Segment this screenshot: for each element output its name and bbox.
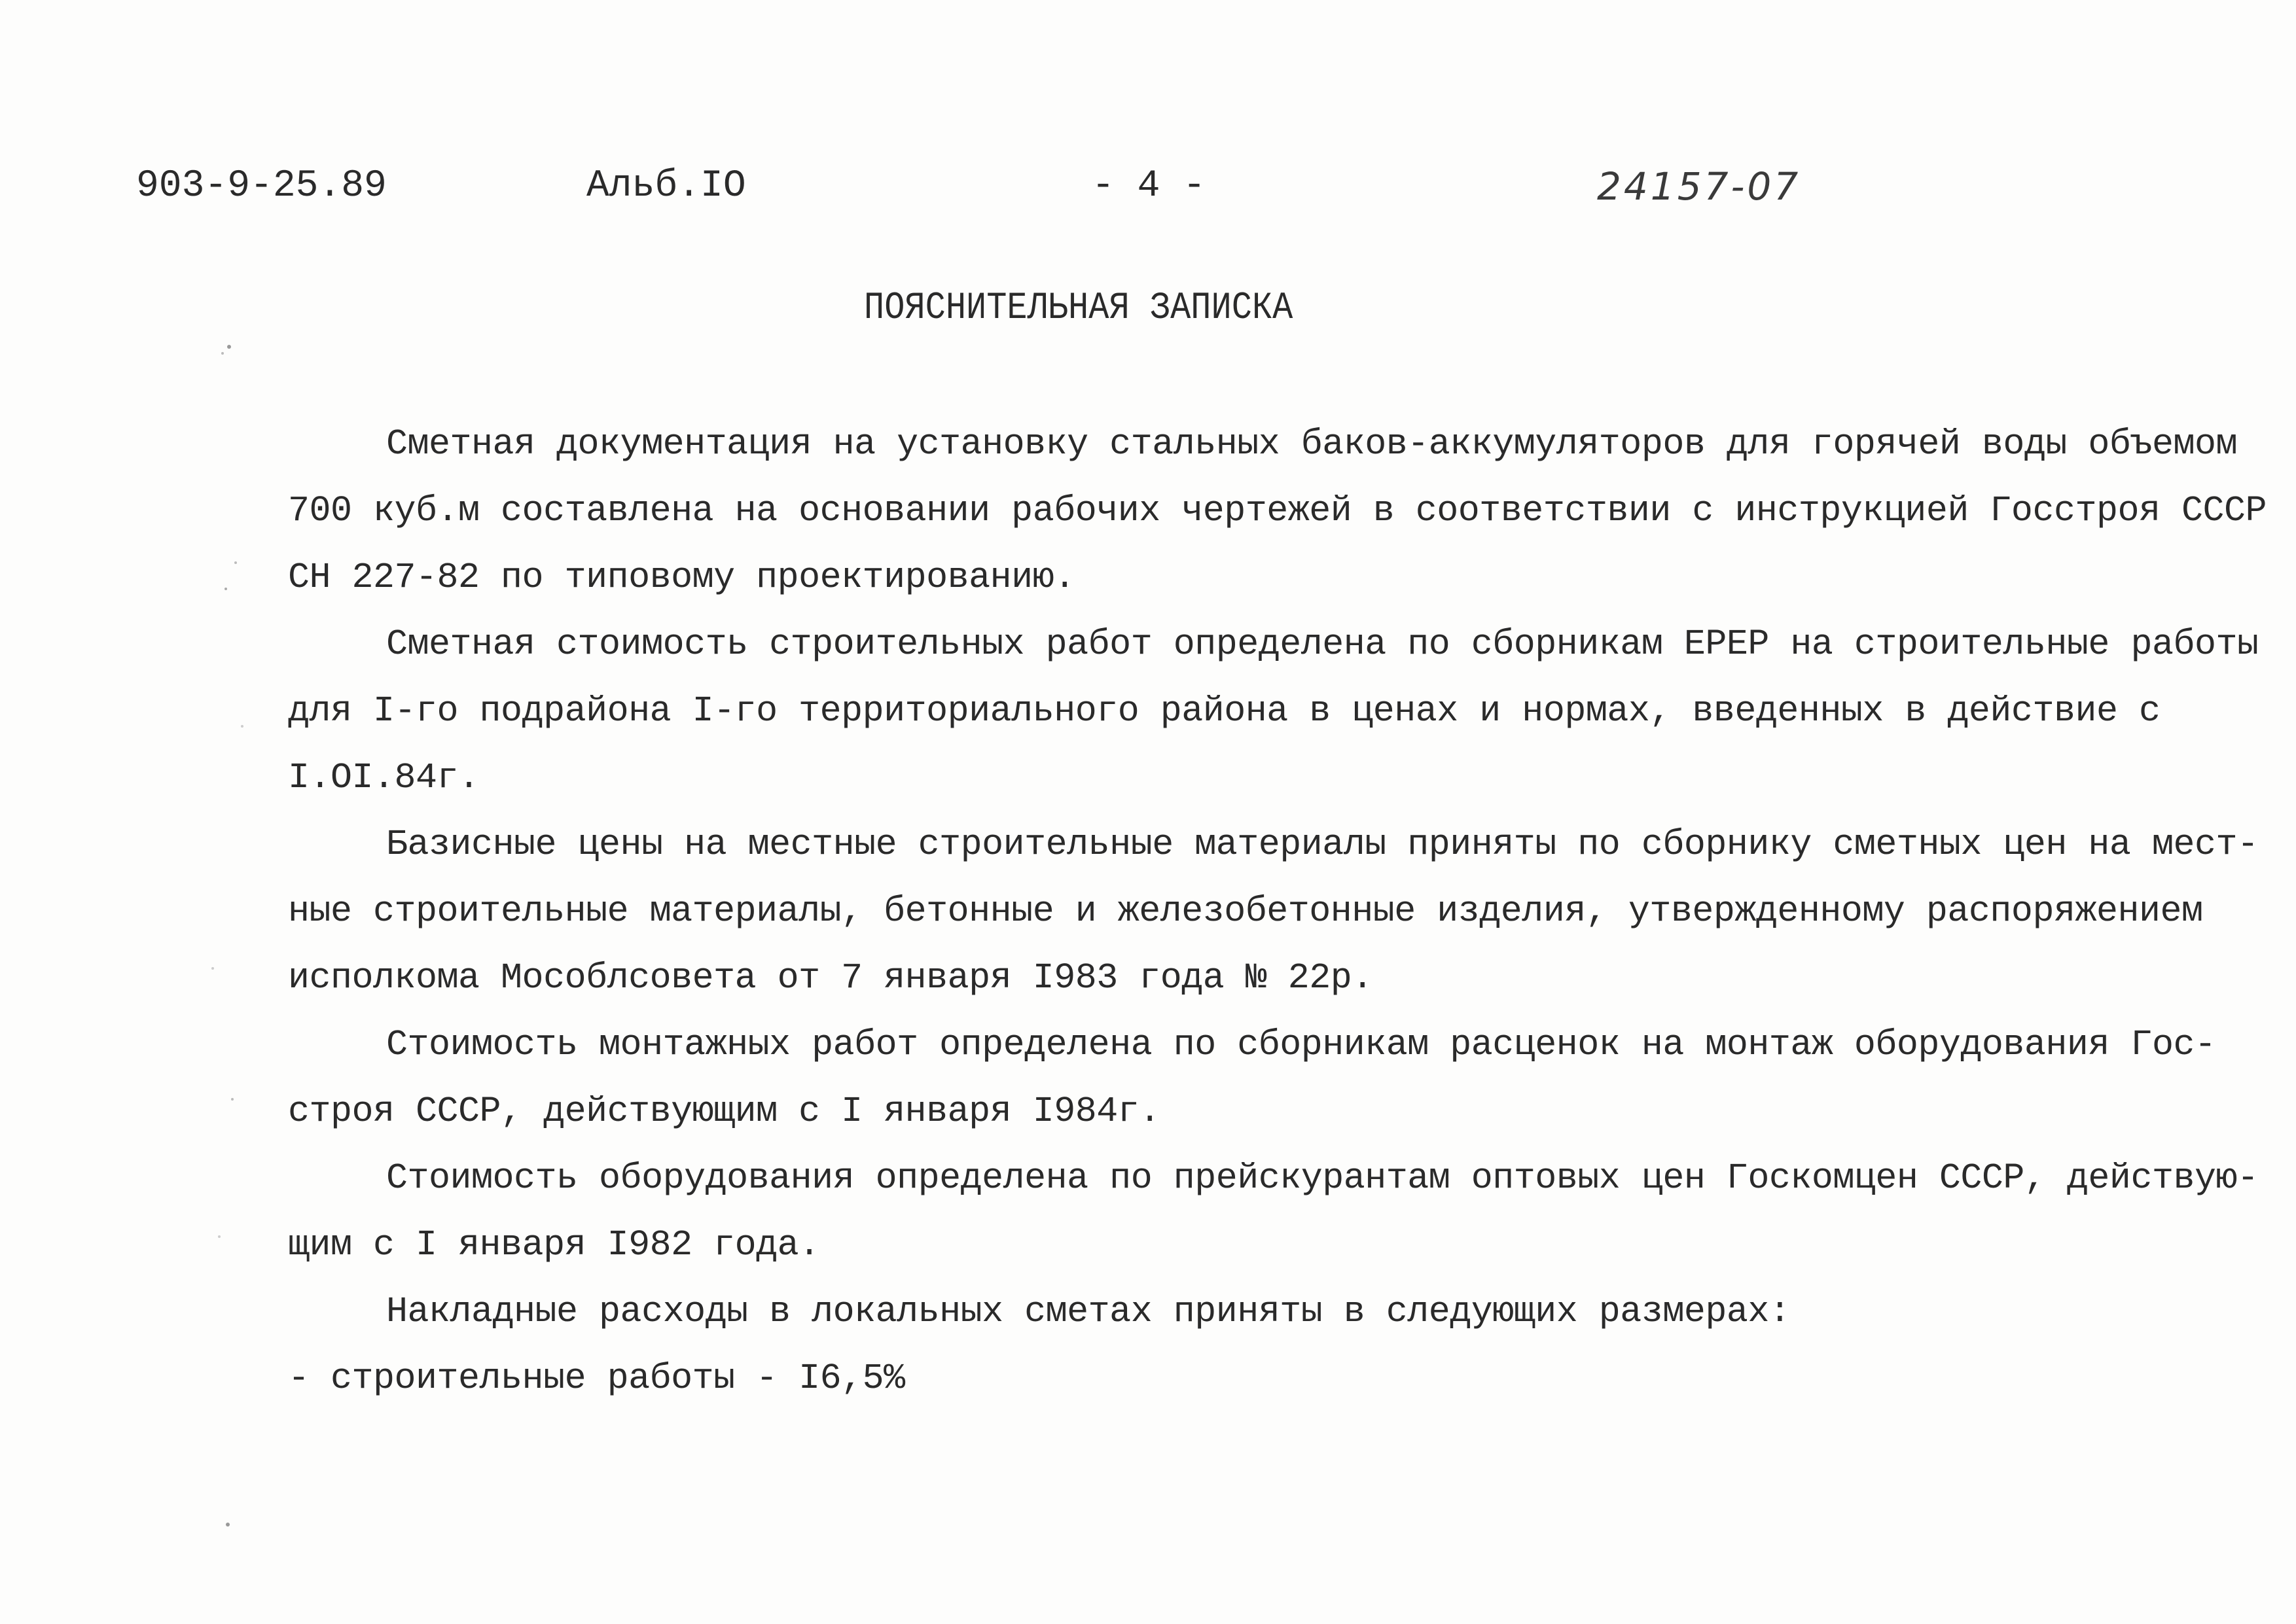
page-number: - 4 - [1092, 165, 1206, 207]
body-text [288, 411, 2267, 1412]
text-line: 700 куб.м составлена на основании рабочих чертежей в соответствии с инструкцией Госстроя СССР [288, 490, 2267, 531]
text-line: Стоимость оборудования определена по прейскурантам оптовых цен Госкомцен СССР, действую- [386, 1157, 2259, 1199]
text-line: Базисные цены на местные строительные материалы приняты по сборнику сметных цен на мест- [386, 824, 2259, 865]
text-line: ные строительные материалы, бетонные и железобетонные изделия, утвержденному распоряжением [288, 891, 2203, 932]
text-line: Накладные расходы в локальных сметах приняты в следующих размерах: [386, 1291, 1791, 1332]
album-number: Альб.IO [586, 165, 746, 207]
text-line: СН 227-82 по типовому проектированию. [288, 557, 1075, 598]
text-line: I.OI.84г. [288, 757, 480, 798]
scan-noise [151, 249, 295, 1590]
text-line: для I-го подрайона I-го территориального района в ценах и нормах, введенных в действие с [288, 690, 2161, 732]
text-line: - строительные работы - I6,5% [288, 1358, 905, 1399]
document-title: ПОЯСНИТЕЛЬНАЯ ЗАПИСКА [864, 286, 1293, 330]
text-line: щим с I января I982 года. [288, 1224, 820, 1265]
text-line: Стоимость монтажных работ определена по сборникам расценок на монтаж оборудования Гос- [386, 1024, 2216, 1065]
text-line: Сметная документация на установку стальных баков-аккумуляторов для горячей воды объемом [386, 423, 2237, 465]
text-line: Сметная стоимость строительных работ определена по сборникам ЕРЕР на строительные работы [386, 624, 2259, 665]
inventory-number: 24157-07 [1597, 164, 1801, 209]
document-code: 903-9-25.89 [136, 165, 387, 207]
text-line: исполкома Мособлсовета от 7 января I983 года № 22р. [288, 957, 1373, 998]
text-line: строя СССР, действующим с I января I984г. [288, 1091, 1160, 1132]
